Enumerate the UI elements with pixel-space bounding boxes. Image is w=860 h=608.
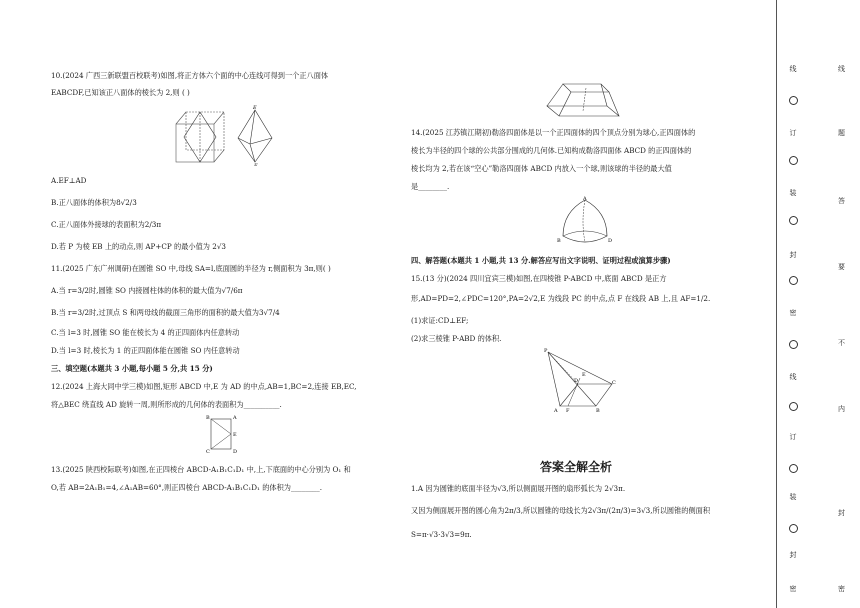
answer-title: 答案全解全析	[540, 460, 613, 474]
q12-line1: 12.(2024 上海大同中学三模)如图,矩形 ABCD 中,E 为 AD 的中点,AB=1,BC=2,连接 EB,EC,	[51, 382, 357, 391]
q15-part2: (2)求三棱锥 P-ABD 的体积.	[411, 334, 502, 343]
binding-hole	[789, 216, 798, 225]
binding-notice-char: 密	[838, 585, 845, 593]
pyramid-figure	[538, 346, 618, 414]
svg-text:D: D	[574, 378, 579, 384]
binding-notice-char: 线	[838, 65, 845, 73]
frustum-figure	[543, 76, 623, 120]
q14-line2: 棱长为半径的四个球的公共部分围成的几何体.已知构成勒洛四面体 ABCD 的正四面体的	[411, 146, 692, 155]
binding-char: 封	[789, 251, 797, 259]
binding-hole	[789, 156, 798, 165]
svg-text:B: B	[557, 238, 561, 244]
svg-text:B: B	[206, 415, 210, 421]
q13-line1: 13.(2025 陕西校际联考)如图,在正四棱台 ABCD-A₁B₁C₁D₁ 中,上,下底面的中心分别为 O₁ 和	[51, 465, 351, 474]
binding-notice-char: 封	[838, 509, 845, 517]
q15-line1: 15.(13 分)(2024 四川宜宾三模)如图,在四棱锥 P-ABCD 中,底面 ABCD 是正方	[411, 274, 667, 283]
binding-char: 订	[789, 129, 797, 137]
octahedron-figure	[170, 104, 290, 166]
svg-text:E: E	[233, 432, 237, 438]
section4-heading: 四、解答题(本题共 1 小题,共 13 分.解答应写出文字说明、证明过程或演算步骤)	[411, 256, 671, 265]
binding-hole	[789, 96, 798, 105]
q11-option-a: A.当 r=3/2时,圆锥 SO 内接圆柱体的体积的最大值为√7/6π	[51, 286, 243, 295]
svg-text:D: D	[608, 238, 613, 244]
reuleaux-tetrahedron-figure	[555, 196, 615, 248]
q11-option-b: B.当 r=3/2时,过顶点 S 和两母线的截面三角形的面积的最大值为3√7/4	[51, 308, 280, 317]
svg-text:F: F	[566, 408, 570, 414]
binding-hole	[789, 464, 798, 473]
binding-notice-char: 题	[838, 129, 845, 137]
svg-text:F: F	[254, 163, 258, 166]
q11-stem: 11.(2025 广东广州调研)在圆锥 SO 中,母线 SA=l,底面圆的半径为 r,侧面积为 3π,则( )	[51, 264, 331, 273]
answer-1-line3: S=π·√3·3√3=9π.	[411, 530, 472, 539]
binding-hole	[789, 402, 798, 411]
binding-char: 密	[789, 309, 797, 317]
section3-heading: 三、填空题(本题共 3 小题,每小题 5 分,共 15 分)	[51, 364, 213, 373]
svg-text:E: E	[253, 105, 257, 111]
svg-text:C: C	[206, 449, 210, 455]
q11-option-d: D.当 l=3 时,棱长为 1 的正四面体能在圆锥 SO 内任意转动	[51, 346, 240, 355]
q15-part1: (1)求证:CD⊥EF;	[411, 316, 469, 325]
binding-hole	[789, 340, 798, 349]
svg-text:A: A	[554, 408, 558, 414]
binding-char: 装	[789, 493, 797, 501]
q13-line2: O,若 AB=2A₁B₁=4,∠A₁AB=60°,则正四棱台 ABCD-A₁B₁C₁D₁ 的体积为________.	[51, 483, 323, 492]
q12-line2: 将△BEC 绕直线 AD 旋转一周,则所形成的几何体的表面积为__________.	[51, 400, 282, 409]
q14-line4: 是________.	[411, 182, 450, 191]
q10-line1: 10.(2024 广西三新联盟百校联考)如图,将正方体六个面的中心连线可得到一个正八面体	[51, 71, 329, 80]
q10-option-b: B.正八面体的体积为8√2/3	[51, 198, 137, 207]
binding-char: 线	[789, 65, 797, 73]
binding-char: 装	[789, 189, 797, 197]
q10-option-d: D.若 P 为棱 EB 上的动点,则 AP+CP 的最小值为 2√3	[51, 242, 226, 251]
q11-option-c: C.当 l=3 时,圆锥 SO 能在棱长为 4 的正四面体内任意转动	[51, 328, 240, 337]
answer-1-line1: 1.A 因为圆锥的底面半径为√3,所以侧面展开图的扇形弧长为 2√3π.	[411, 484, 626, 493]
rectangle-figure	[205, 413, 239, 455]
binding-hole	[789, 524, 798, 533]
svg-text:D: D	[233, 449, 238, 455]
q10-option-a: A.EF⊥AD	[51, 176, 87, 185]
binding-notice-char: 要	[838, 263, 845, 271]
binding-notice-char: 答	[838, 197, 845, 205]
binding-notice-char: 不	[838, 339, 845, 347]
svg-text:C: C	[612, 380, 616, 386]
binding-notice-char: 内	[838, 405, 845, 413]
svg-text:A: A	[583, 196, 587, 202]
answer-1-line2: 又因为侧面展开图的圆心角为2π/3,所以圆锥的母线长为2√3π/(2π/3)=3√3,所以圆锥的侧面积	[411, 506, 711, 515]
q14-line3: 棱长均为 2,若在该“空心”勒洛四面体 ABCD 内放入一个球,则该球的半径的最大值	[411, 164, 672, 173]
binding-char: 密	[789, 585, 797, 593]
svg-text:A: A	[233, 415, 237, 421]
svg-text:P: P	[544, 348, 548, 354]
q10-line2: EABCDF,已知该正八面体的棱长为 2,则 ( )	[51, 88, 190, 97]
binding-line	[776, 0, 777, 608]
svg-text:B: B	[596, 408, 600, 414]
binding-char: 线	[789, 373, 797, 381]
binding-char: 封	[789, 551, 797, 559]
q15-line2: 形,AD=PD=2,∠PDC=120°,PA=2√2,E 为线段 PC 的中点,点 F 在线段 AB 上,且 AF=1/2.	[411, 294, 711, 303]
svg-text:E: E	[582, 372, 586, 378]
binding-char: 订	[789, 433, 797, 441]
q10-option-c: C.正八面体外接球的表面积为2/3π	[51, 220, 162, 229]
binding-hole	[789, 276, 798, 285]
q14-line1: 14.(2025 江苏镇江期初)勒洛四面体是以一个正四面体的四个顶点分别为球心,正四面体的	[411, 128, 696, 137]
